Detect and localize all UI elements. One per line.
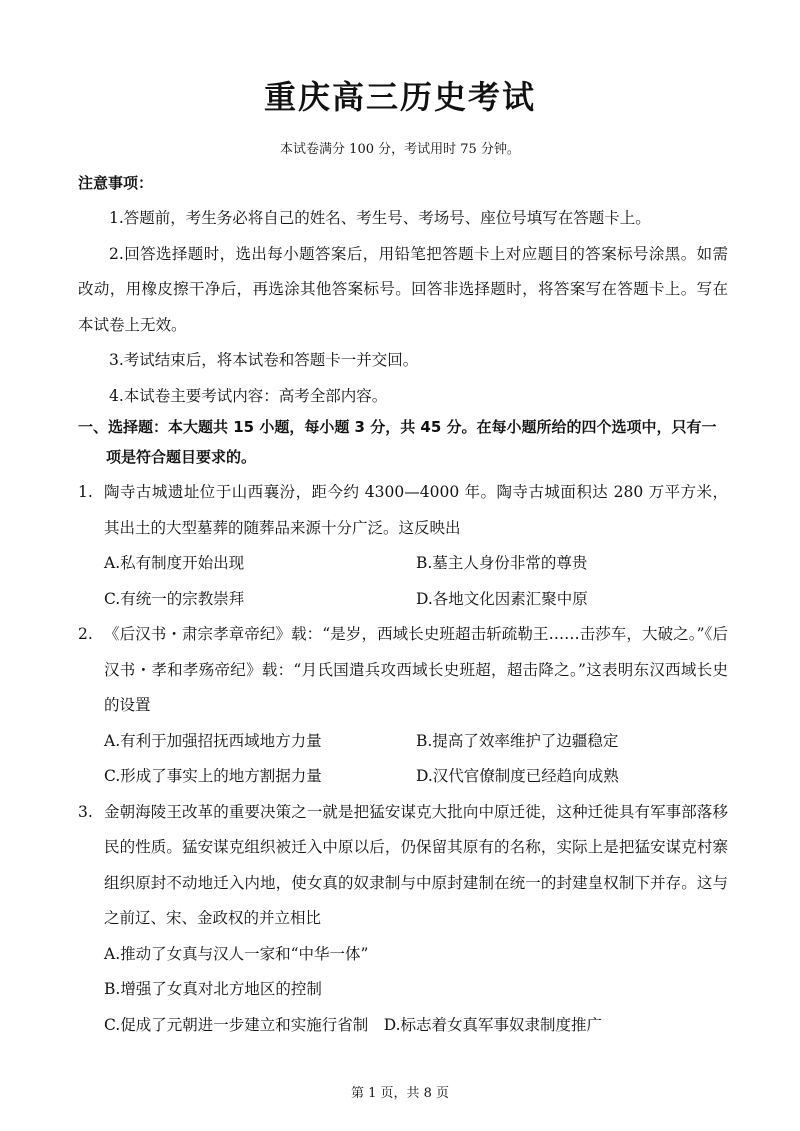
- notice-item-1: 1.答题前，考生务必将自己的姓名、考生号、考场号、座位号填写在答题卡上。: [109, 209, 651, 227]
- exam-subtitle: 本试卷满分 100 分，考试用时 75 分钟。: [280, 142, 520, 157]
- question-1: [78, 475, 728, 617]
- option-a: A.推动了女真与汉人一家和“中华一体”: [104, 944, 369, 963]
- option-a: A.有利于加强招抚西域地方力量: [104, 731, 322, 750]
- question-list: [78, 475, 728, 1043]
- question-number: 3.: [78, 802, 93, 821]
- option-c: C.有统一的宗教崇拜: [104, 589, 245, 608]
- page-footer: 第 1 页，共 8 页: [350, 1086, 450, 1101]
- notice-item-2: 2.回答选择题时，选出每小题答案后，用铅笔把答题卡上对应题目的答案标号涂黑。如需改动，用橡皮擦干净后，再选涂其他答案标号。回答非选择题时，将答案写在答题卡上。写在本试卷上无效。: [78, 244, 728, 334]
- option-group: [78, 546, 728, 617]
- question-stem: [78, 795, 728, 937]
- notice-item-4: 4.本试卷主要考试内容：高考全部内容。: [109, 386, 388, 405]
- option-group: [78, 724, 728, 795]
- option-b: B.提高了效率维护了边疆稳定: [416, 731, 619, 750]
- option-d: D.汉代官僚制度已经趋向成熟: [416, 767, 619, 785]
- option-c-d: C.促成了元朝进一步建立和实施行省制 D.标志着女真军事奴隶制度推广: [104, 1015, 603, 1034]
- question-3: [78, 795, 728, 1044]
- section-heading: 一、选择题：本大题共 15 小题，每小题 3 分，共 45 分。在每小题所给的四个选项中，只有一项是符合题目要求的。: [78, 418, 717, 466]
- notice-item-3: 3.考试结束后，将本试卷和答题卡一并交回。: [109, 351, 419, 369]
- question-text: 陶寺古城遗址位于山西襄汾，距今约 4300—4000 年。陶寺古城面积达 280 万平方米，其出土的大型墓葬的随葬品来源十分广泛。这反映出: [104, 483, 728, 537]
- question-number: 1.: [78, 483, 93, 501]
- question-text: 金朝海陵王改革的重要决策之一就是把猛安谋克大批向中原迁徙，这种迁徙具有军事部落移民的性质。猛安谋克组织被迁入中原以后，仍保留其原有的名称，实际上是把猛安谋克村寨组织原封不动地迁入内地，使女真的奴隶制与中原封建制在统一的封建皇权制下并存。这与之前辽、宋、金政权的并立相比: [104, 802, 728, 927]
- notice-heading: 注意事项：: [78, 174, 154, 192]
- question-2: [78, 617, 728, 795]
- exam-title: 重庆高三历史考试: [263, 78, 536, 116]
- option-b: B.增强了女真对北方地区的控制: [104, 980, 322, 998]
- option-d: D.各地文化因素汇聚中原: [416, 589, 588, 608]
- option-b: B.墓主人身份非常的尊贵: [416, 554, 588, 572]
- question-text: 《后汉书・肃宗孝章帝纪》载：“是岁，西域长史班超击斩疏勒王……击莎车，大破之。”《后汉书・孝和孝殇帝纪》载：“月氏国遣兵攻西域长史班超，超击降之。”这表明东汉西域长史的设置: [104, 625, 728, 714]
- question-stem: [78, 475, 728, 546]
- question-stem: [78, 617, 728, 724]
- question-number: 2.: [78, 625, 93, 643]
- option-c: C.形成了事实上的地方割据力量: [104, 767, 322, 785]
- option-a: A.私有制度开始出现: [104, 554, 245, 572]
- notice-list: [78, 201, 728, 414]
- option-group: [78, 937, 728, 1044]
